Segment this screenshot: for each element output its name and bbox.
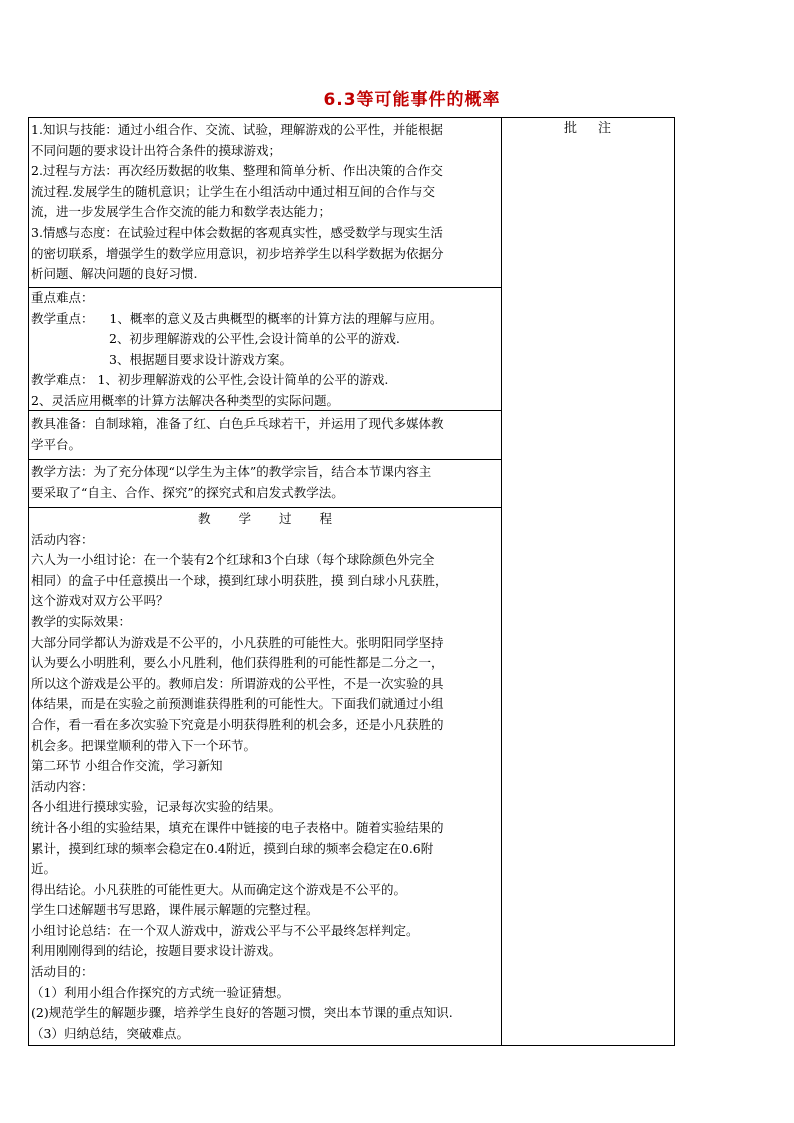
process-line: 统计各小组的实验结果，填充在课件中链接的电子表格中。随着实验结果的 [31,819,444,835]
row-divider-tools [28,459,501,460]
process-line: 相同）的盒子中任意摸出一个球，摸到红球小明获胜，摸 到白球小凡获胜， [31,572,448,588]
process-line: 得出结论。小凡获胜的可能性更大。从而确定这个游戏是不公平的。 [31,881,407,897]
tools-line: 教具准备：自制球箱，准备了红、白色乒乓球若干，并运用了现代多媒体教 [31,416,444,431]
process-cell [31,509,499,1044]
objectives-line: 流过程.发展学生的随机意识；让学生在小组活动中通过相互间的合作与交 [31,183,435,199]
page-title: 6.3等可能事件的概率 [323,90,501,110]
objectives-line: 的密切联系，增强学生的数学应用意识，初步培养学生以科学数据为依据分 [31,245,444,261]
process-line: 近。 [31,861,57,877]
process-line: 六人为一小组讨论：在一个装有2个红球和3个白球（每个球除颜色外完全 [31,552,435,568]
focus-line [31,309,499,330]
process-line: 利用刚刚得到的结论，按题目要求设计游戏。 [31,943,282,959]
keypoints-heading: 重点难点： [31,290,94,305]
note-header-char: 批 [563,121,578,136]
process-line: 机会多。把课堂顺利的带入下一个环节。 [31,737,257,753]
process-heading-char: 程 [319,511,333,526]
difficulty-line: 教学难点： 1、初步理解游戏的公平性,会设计简单的公平的游戏. [31,372,389,388]
column-divider [501,117,502,1046]
process-line: 小组讨论总结：在一个双人游戏中，游戏公平与不公平最终怎样判定。 [31,922,419,938]
tools-cell [31,414,499,455]
keypoints-cell [31,288,499,412]
process-line: 体结果，而是在实验之前预测谁获得胜利的可能性大。下面我们就通过小组 [31,696,444,712]
process-line: 活动内容： [31,531,94,547]
row-divider-methods [28,507,501,508]
process-line: 学生口述解题书写思路，课件展示解题的完整过程。 [31,902,319,918]
note-column-header [502,118,674,142]
tools-line: 学平台。 [31,436,82,452]
process-heading [31,509,499,530]
objectives-line: 1.知识与技能：通过小组合作、交流、试验，理解游戏的公平性，并能根据 [31,122,443,137]
focus-item: 1、概率的意义及古典概型的概率的计算方法的理解与应用。 [109,310,443,326]
note-header-char: 注 [598,121,613,136]
objectives-line: 3.情感与态度：在试验过程中体会数据的客观真实性，感受数学与现实生活 [31,224,443,240]
process-heading-char: 过 [279,511,292,526]
objectives-line: 不同问题的要求设计出符合条件的摸球游戏； [31,142,282,158]
process-line: 这个游戏对双方公平吗？ [31,593,169,609]
difficulty-item: 2、灵活应用概率的计算方法解决各种类型的实际问题。 [31,392,339,408]
process-heading-char: 教 [197,511,211,526]
focus-item: 3、根据题目要求设计游戏方案。 [109,351,292,367]
focus-label: 教学重点： [31,310,94,326]
methods-line: 要采取了“自主、合作、探究”的探究式和启发式教学法。 [31,484,344,500]
process-line: 各小组进行摸球实验，记录每次实验的结果。 [31,799,282,815]
methods-cell [31,462,499,503]
methods-line: 教学方法：为了充分体现“以学生为主体”的教学宗旨，结合本节课内容主 [31,464,432,479]
process-line: 第二环节 小组合作交流，学习新知 [31,758,223,774]
process-line: 教学的实际效果： [31,613,132,629]
objectives-cell [31,120,499,285]
process-line: 认为要么小明胜利，要么小凡胜利，他们获得胜利的可能性都是二分之一， [31,655,444,671]
process-line: 累计，摸到红球的频率会稳定在0.4附近，摸到白球的频率会稳定在0.6附 [31,840,434,856]
process-heading-char: 学 [238,511,251,526]
focus-item: 2、初步理解游戏的公平性,会设计简单的公平的游戏. [109,331,400,347]
process-line: 所以这个游戏是公平的。教师启发：所谓游戏的公平性，不是一次实验的具 [31,675,444,691]
objectives-line: 2.过程与方法：再次经历数据的收集、整理和简单分析、作出决策的合作交 [31,163,443,179]
process-line: （3）归纳总结，突破难点。 [31,1025,189,1041]
objectives-line: 流，进一步发展学生合作交流的能力和数学表达能力； [31,204,332,220]
process-line: (2)规范学生的解题步骤，培养学生良好的答题习惯，突出本节课的重点知识. [31,1005,453,1021]
process-line: （1）利用小组合作探究的方式统一验证猜想。 [31,984,289,1000]
objectives-line: 析问题、解决问题的良好习惯. [31,266,198,282]
process-line: 活动目的： [31,964,94,980]
process-line: 合作，看一看在多次实验下究竟是小明获得胜利的机会多，还是小凡获胜的 [31,716,444,732]
process-line: 活动内容： [31,778,94,794]
process-line: 大部分同学都认为游戏是不公平的，小凡获胜的可能性大。张明阳同学坚持 [31,634,444,650]
